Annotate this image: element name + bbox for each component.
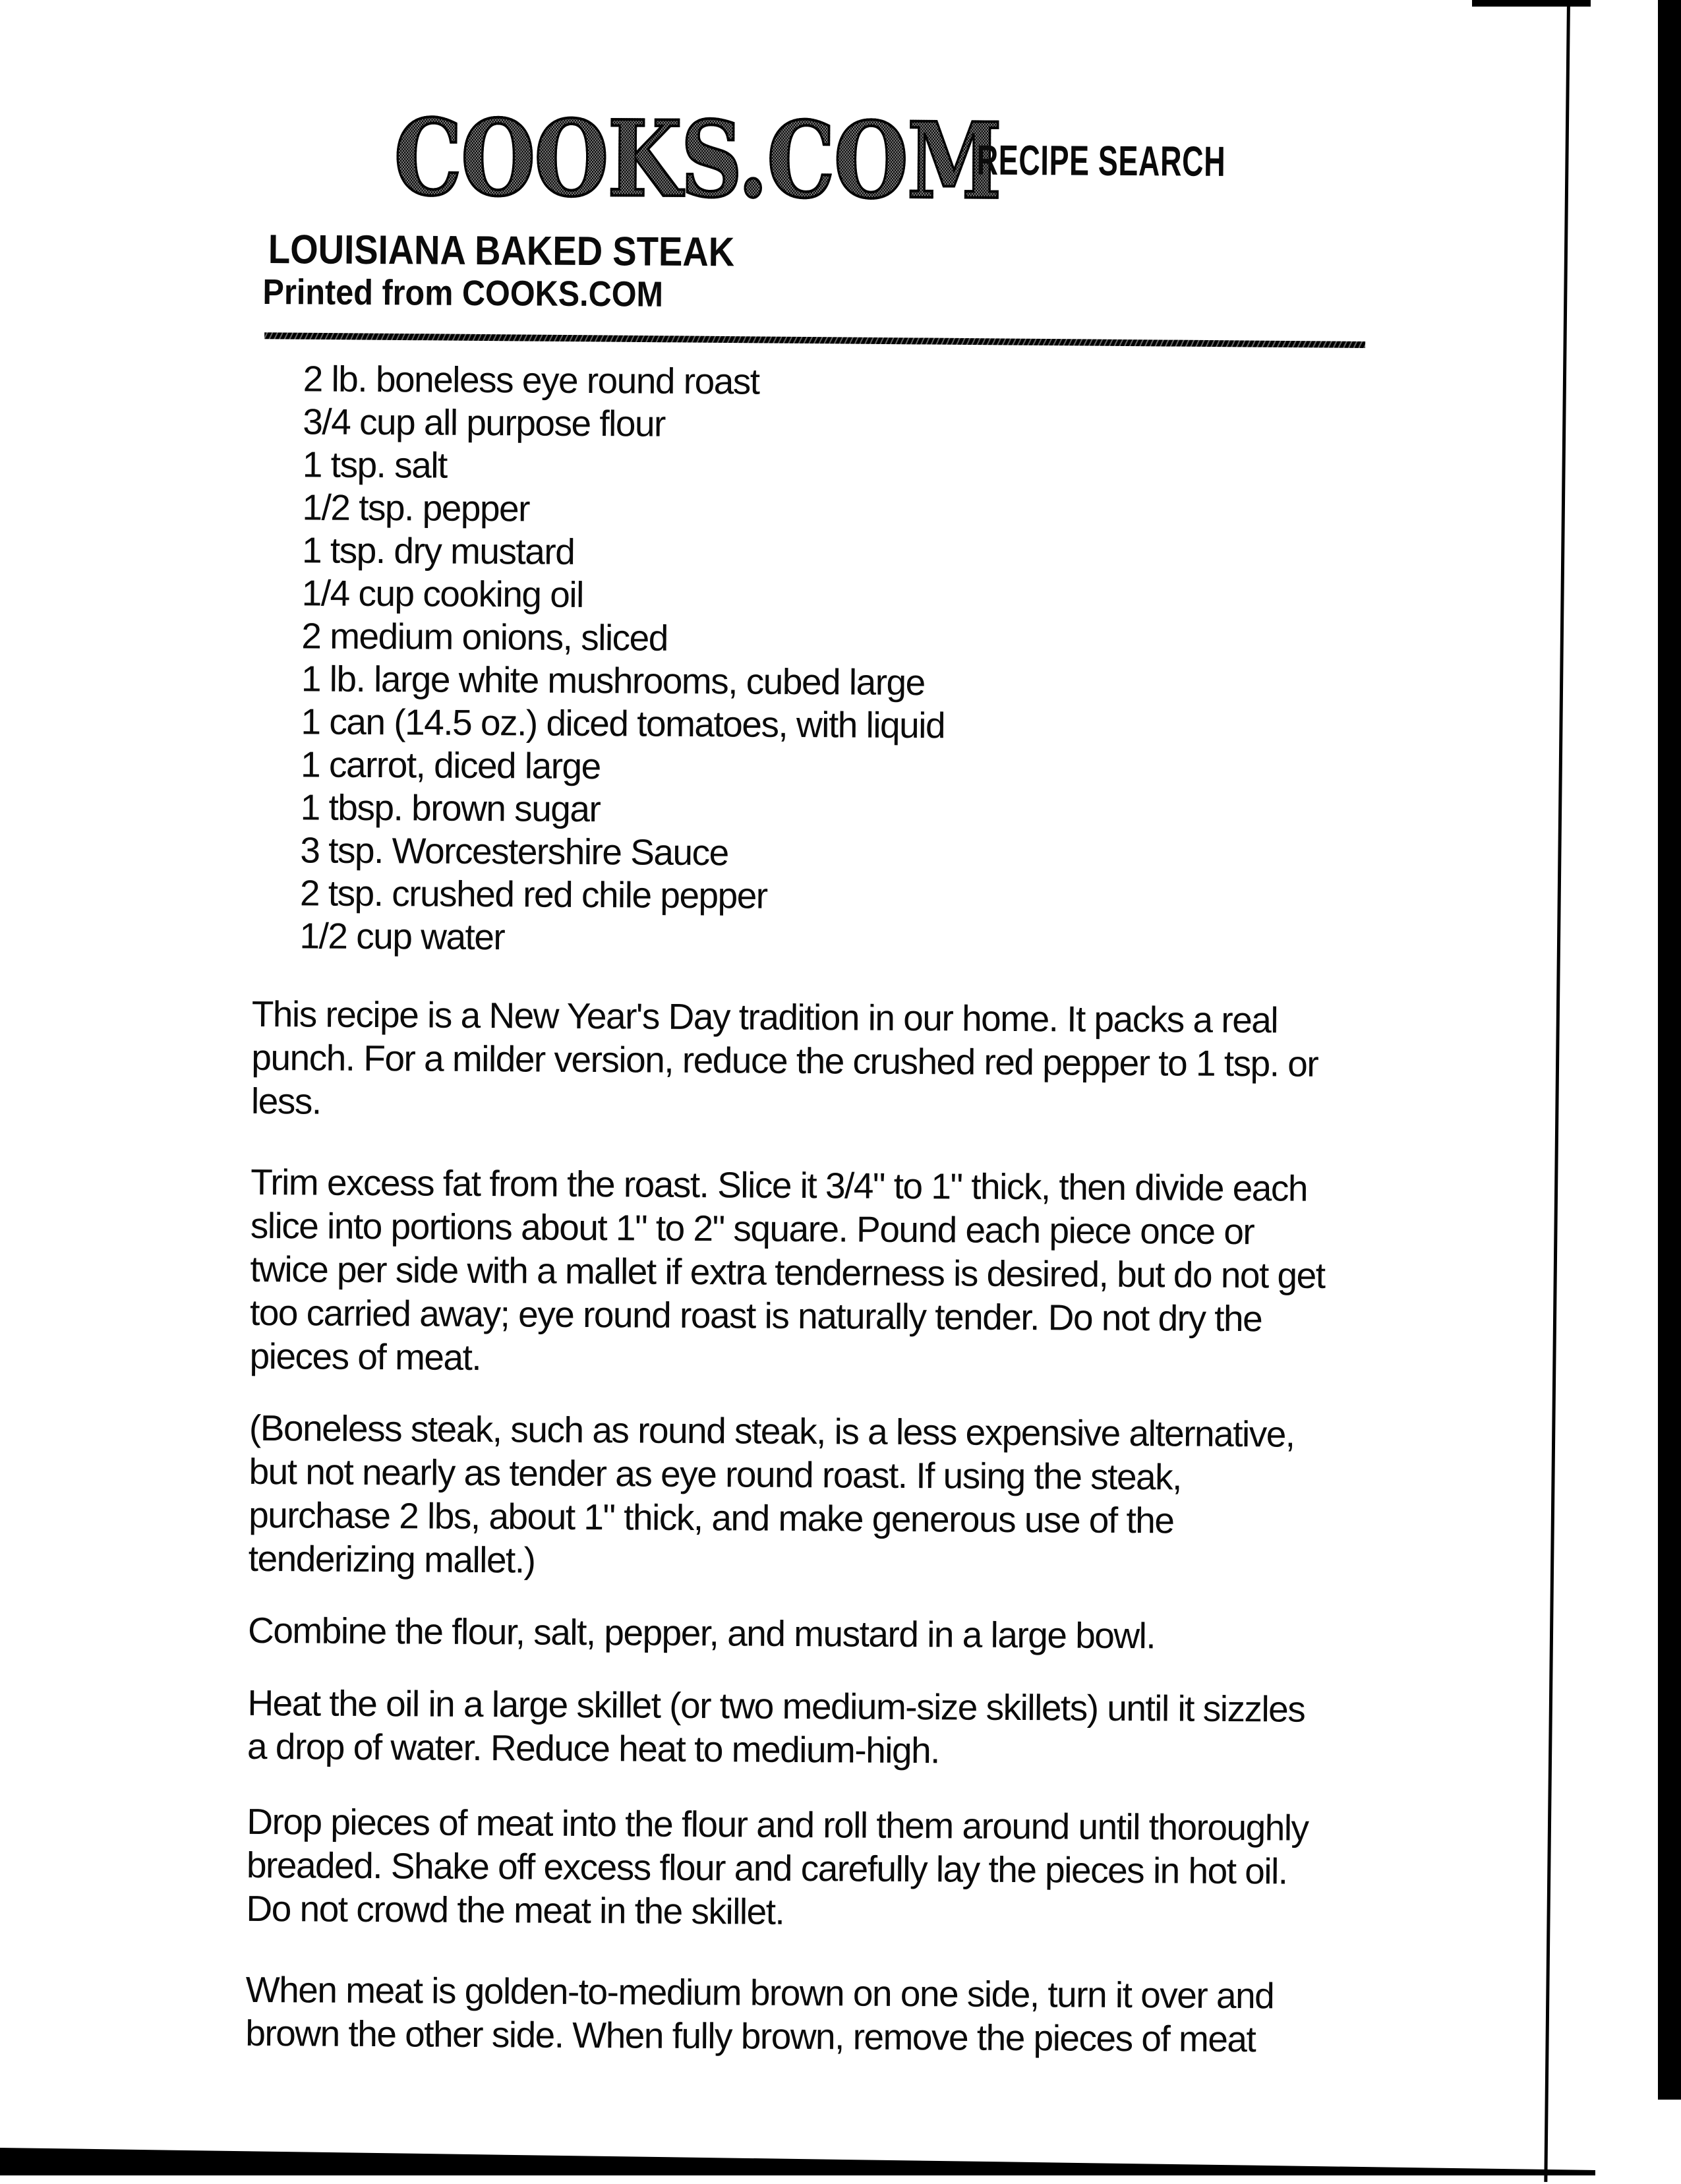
cooks-com-logo: COOKS.COM: [394, 97, 1001, 223]
scan-artifact-right-band: [1658, 0, 1681, 2100]
note-paragraph: This recipe is a New Year's Day tradition in our home. It packs a real punch. For a milder version, reduce the crushed red pepper to 1 tsp. or less.: [251, 993, 1318, 1122]
instruction-paragraph-heat: Heat the oil in a large skillet (or two medium-size skillets) until it sizzles a drop of water. Reduce heat to medium-high.: [247, 1682, 1305, 1771]
instruction-paragraph-alternative: (Boneless steak, such as round steak, is a less expensive alternative, but not nearly as tender as eye round roast. If using the steak, purchase 2 lbs, about 1" thick, and make generous use of the tenderizing mallet.): [248, 1407, 1295, 1581]
printed-from-line: Printed from COOKS.COM: [262, 272, 664, 314]
scan-artifact-top-strip: [1472, 0, 1591, 7]
horizontal-divider: [264, 332, 1365, 348]
instruction-paragraph-combine: Combine the flour, salt, pepper, and mustard in a large bowl.: [247, 1609, 1156, 1657]
instruction-paragraph-drop: Drop pieces of meat into the flour and roll them around until thoroughly breaded. Shake off excess flour and carefully lay the pieces in hot oil. Do not crowd the meat in the skillet.: [246, 1800, 1309, 1932]
instruction-paragraph-trim: Trim excess fat from the roast. Slice it 3/4" to 1" thick, then divide each slice into portions about 1" to 2" square. Pound each piece once or twice per side with a mallet if extra tenderness is desired, but do not get too carried away; eye round roast is naturally tender. Do not dry the pieces of meat.: [249, 1161, 1325, 1378]
instruction-paragraph-brown: When meat is golden-to-medium brown on one side, turn it over and brown the other side. When fully brown, remove the pieces of meat: [245, 1968, 1274, 2060]
ingredient-list: 2 lb. boneless eye round roast 3/4 cup all purpose flour 1 tsp. salt 1/2 tsp. pepper 1 tsp. dry mustard 1/4 cup cooking oil 2 medium onions, sliced 1 lb. large white mushrooms, cubed large 1 can (14.5 oz.) diced tomatoes, with liquid 1 carrot, diced large 1 tbsp. brown sugar 3 tsp. Worcestershire Sauce 2 tsp. crushed red chile pepper 1/2 cup water: [299, 358, 945, 958]
recipe-title: LOUISIANA BAKED STEAK: [268, 227, 735, 276]
recipe-search-tagline: RECIPE SEARCH: [976, 136, 1226, 185]
